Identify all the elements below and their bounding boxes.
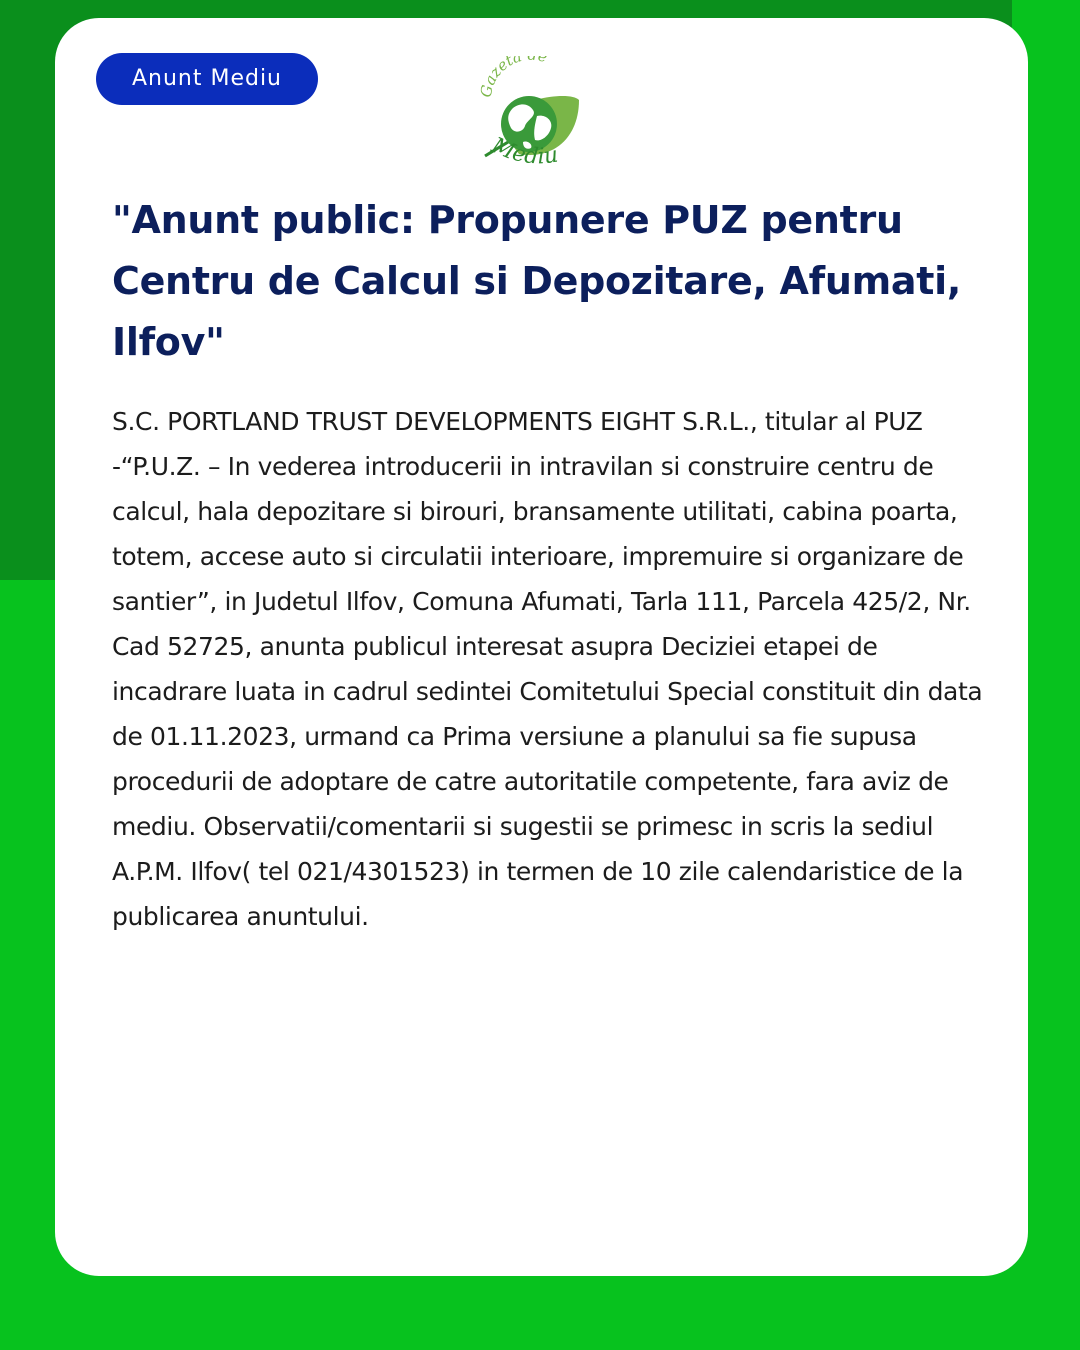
announcement-card [55, 18, 1028, 1276]
logo-bottom-text: Mediu [487, 133, 560, 170]
announcement-body: S.C. PORTLAND TRUST DEVELOPMENTS EIGHT S.R.L., titular al PUZ -“P.U.Z. – In vederea introducerii in intravilan si construire centru de calcul, hala depozitare si birouri, bransamente utilitati, cabina poarta, totem, accese auto si circulatii interioare, impremuire si organizare de santier”, in Judetul Ilfov, Comuna Afumati, Tarla 111, Parcela 425/2, Nr. Cad 52725, anunta publicul interesat asupra Deciziei etapei de incadrare luata in cadrul sedintei Comitetului Special constituit din data de 01.11.2023, urmand ca Prima versiune a planului sa fie supusa procedurii de adoptare de catre autoritatile competente, fara aviz de mediu. Observatii/comentarii si sugestii se primesc in scris la sediul A.P.M. Ilfov( tel 021/4301523) in termen de 10 zile calendaristice de la publicarea anuntului. [112, 407, 983, 931]
gazeta-de-mediu-logo [475, 56, 587, 176]
globe-leaf-icon [475, 56, 587, 176]
announcement-title: "Anunt public: Propunere PUZ pentru Centru de Calcul si Depozitare, Afumati, Ilfov" [112, 198, 961, 364]
category-badge: Anunt Mediu [96, 53, 318, 105]
logo-top-text: Gazeta e [476, 56, 550, 99]
svg-text:Gazeta de [477, 56, 550, 99]
